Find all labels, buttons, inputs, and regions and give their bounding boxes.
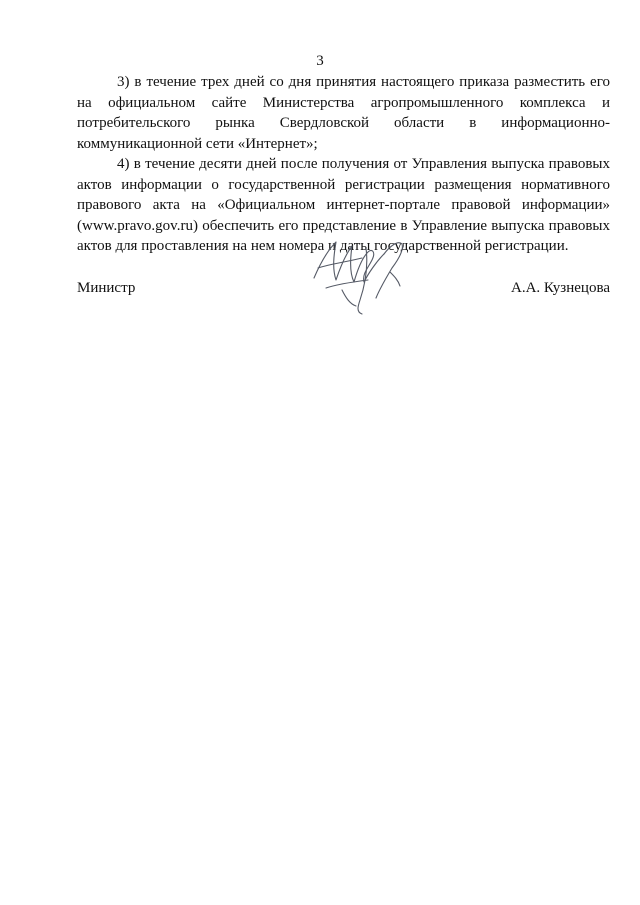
signer-position: Министр (77, 280, 136, 296)
handwritten-signature (306, 228, 410, 320)
signer-name: А.А. Кузнецова (511, 280, 610, 296)
page-number: 3 (316, 53, 324, 69)
paragraph-item-3: 3) в течение трех дней со дня принятия настоящего приказа разместить его на официальном сайте Министерства агропромышленного комплекса и потребительского рынка Свердловской области в информационно-коммуникационной сети «Интернет»; (77, 74, 610, 152)
paragraph-item-4: 4) в течение десяти дней после получения от Управления выпуска правовых актов информации о государственной регистрации размещения нормативного правового акта на «Официальном интернет-портале правовой информации» (www.pravo.gov.ru) обеспечить его представление в Управление выпуска правовых актов для проставления на нем номера и даты государственной регистрации. (77, 156, 610, 254)
